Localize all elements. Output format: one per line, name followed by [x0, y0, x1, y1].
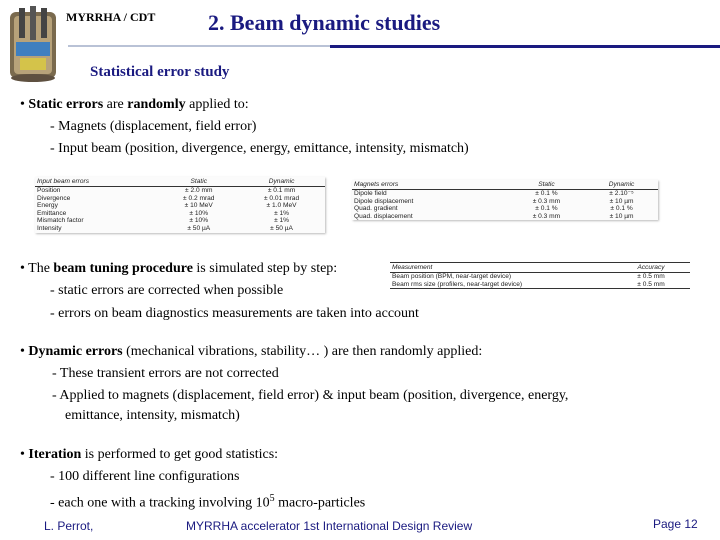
table-row: [35, 187, 325, 195]
table-cell: Position: [37, 187, 61, 194]
exponent: 5: [269, 493, 275, 504]
dynamic-errors-term: Dynamic errors: [28, 344, 123, 359]
table-cell: ± 50 µA: [270, 224, 293, 232]
beam-tuning-term: beam tuning procedure: [53, 261, 193, 276]
dynamic-errors-item-continued: emittance, intensity, mismatch): [65, 408, 240, 423]
table-cell: ± 10 µm: [609, 197, 634, 205]
table-row: [35, 217, 325, 225]
iteration-item: [50, 489, 365, 514]
table-row: [35, 210, 325, 218]
title-divider-dark: [330, 45, 720, 48]
table-cell: ± 0.01 mrad: [263, 194, 300, 202]
magnets-errors-table: [352, 180, 658, 220]
iteration-item: - 100 different line configurations: [50, 469, 240, 484]
footer-event: MYRRHA accelerator 1st International Design Review: [186, 519, 473, 533]
table-cell: ± 0.1 mm: [267, 187, 296, 194]
dynamic-errors-text: (mechanical vibrations, stability… ) are then randomly applied:: [122, 344, 483, 359]
table-row: [352, 190, 658, 198]
beam-tuning-text-2: is simulated step by step:: [192, 261, 338, 276]
iteration-term: Iteration: [28, 447, 82, 462]
dynamic-errors-item: - Applied to magnets (displacement, field error) & input beam (position, divergence, energy,: [52, 388, 569, 403]
table-cell: ± 0.3 mm: [532, 197, 561, 205]
beam-tuning-item: - static errors are corrected when possible: [50, 283, 284, 298]
bullet-glyph: •: [20, 261, 25, 276]
table-cell: ± 1%: [274, 217, 290, 225]
table-cell: ± 50 µA: [187, 224, 211, 232]
table-cell: Energy: [37, 202, 58, 210]
beam-tuning-text-1: The: [28, 261, 54, 276]
table-cell: ± 0.1 %: [535, 205, 558, 213]
table-cell: ± 10 µm: [609, 212, 634, 220]
iteration-item-text: - each one with a tracking involving 10: [50, 495, 270, 511]
table-cell: ± 0.3 mm: [532, 212, 561, 220]
table-cell: Quad. gradient: [354, 205, 398, 213]
table-cell: ± 0.5 mm: [637, 280, 665, 288]
table-cell: Beam rms size (profilers, near-target device): [392, 280, 523, 288]
table-cell: Mismatch factor: [37, 217, 84, 225]
table-row: [390, 273, 690, 281]
diagnostics-accuracy-table: [390, 262, 690, 289]
table-cell: Divergence: [37, 194, 71, 202]
table-header-row: [390, 263, 690, 273]
table-cell: Dipole field: [354, 190, 387, 197]
table-cell: Quad. displacement: [354, 212, 413, 220]
static-errors-randomly: randomly: [127, 97, 186, 112]
table-row: [352, 198, 658, 206]
title-divider-light: [68, 45, 330, 47]
table-row: [35, 225, 325, 233]
column-header: Static: [159, 177, 238, 187]
myrrha-reactor-logo: [4, 4, 62, 84]
table-cell: Emittance: [37, 209, 67, 217]
table-header-row: [352, 180, 658, 190]
slide-subtitle: Statistical error study: [90, 64, 230, 80]
table-cell: ± 1.0 MeV: [266, 202, 297, 210]
table-cell: ± 0.1 %: [610, 205, 633, 213]
table-cell: Dipole displacement: [354, 197, 414, 205]
table-cell: ± 2.0 mm: [185, 187, 213, 194]
footer-page-number: Page 12: [653, 517, 698, 531]
iteration-item-text-end: macro-particles: [274, 495, 366, 511]
table-cell: ± 1%: [274, 209, 290, 217]
table-cell: ± 10 MeV: [184, 202, 213, 210]
table-cell: Beam position (BPM, near-target device): [392, 273, 512, 280]
organization-label: MYRRHA / CDT: [66, 10, 156, 24]
iteration-text: is performed to get good statistics:: [81, 447, 279, 462]
static-errors-term: Static errors: [28, 97, 104, 112]
table-cell: Intensity: [37, 224, 62, 232]
bullet-glyph: •: [20, 97, 25, 112]
table-row: [352, 205, 658, 213]
column-header: Measurement: [390, 263, 612, 273]
column-header: Input beam errors: [35, 177, 159, 187]
dynamic-errors-bullet: [20, 342, 482, 362]
table-row: [390, 281, 690, 289]
dynamic-errors-item: - These transient errors are not corrected: [52, 366, 279, 381]
slide-title: 2. Beam dynamic studies: [208, 10, 441, 35]
static-errors-item: - Input beam (position, divergence, energy, emittance, intensity, mismatch): [50, 141, 469, 156]
table-row: [35, 195, 325, 203]
static-errors-bullet: [20, 95, 249, 115]
static-errors-text-2: applied to:: [185, 97, 249, 112]
beam-tuning-item: - errors on beam diagnostics measurements are taken into account: [50, 306, 419, 321]
footer-author: L. Perrot,: [44, 519, 94, 533]
bullet-glyph: •: [20, 344, 25, 359]
iteration-bullet: [20, 445, 278, 465]
static-errors-item: - Magnets (displacement, field error): [50, 119, 257, 134]
table-cell: ± 10%: [189, 209, 209, 217]
column-header: Dynamic: [238, 177, 325, 187]
input-beam-errors-table: [35, 177, 325, 233]
table-cell: ± 0.5 mm: [637, 273, 665, 280]
table-row: [352, 213, 658, 221]
table-header-row: [35, 177, 325, 187]
column-header: Dynamic: [585, 180, 658, 190]
table-cell: ± 0.1 %: [535, 190, 558, 197]
table-cell: ± 2.10⁻⁵: [609, 190, 634, 197]
column-header: Static: [508, 180, 585, 190]
table-row: [35, 202, 325, 210]
bullet-glyph: •: [20, 447, 25, 462]
beam-tuning-bullet: [20, 259, 337, 279]
column-header: Magnets errors: [352, 180, 508, 190]
static-errors-text-1: are: [103, 97, 128, 112]
table-cell: ± 10%: [189, 217, 209, 225]
column-header: Accuracy: [612, 263, 690, 273]
table-cell: ± 0.2 mrad: [183, 194, 215, 202]
